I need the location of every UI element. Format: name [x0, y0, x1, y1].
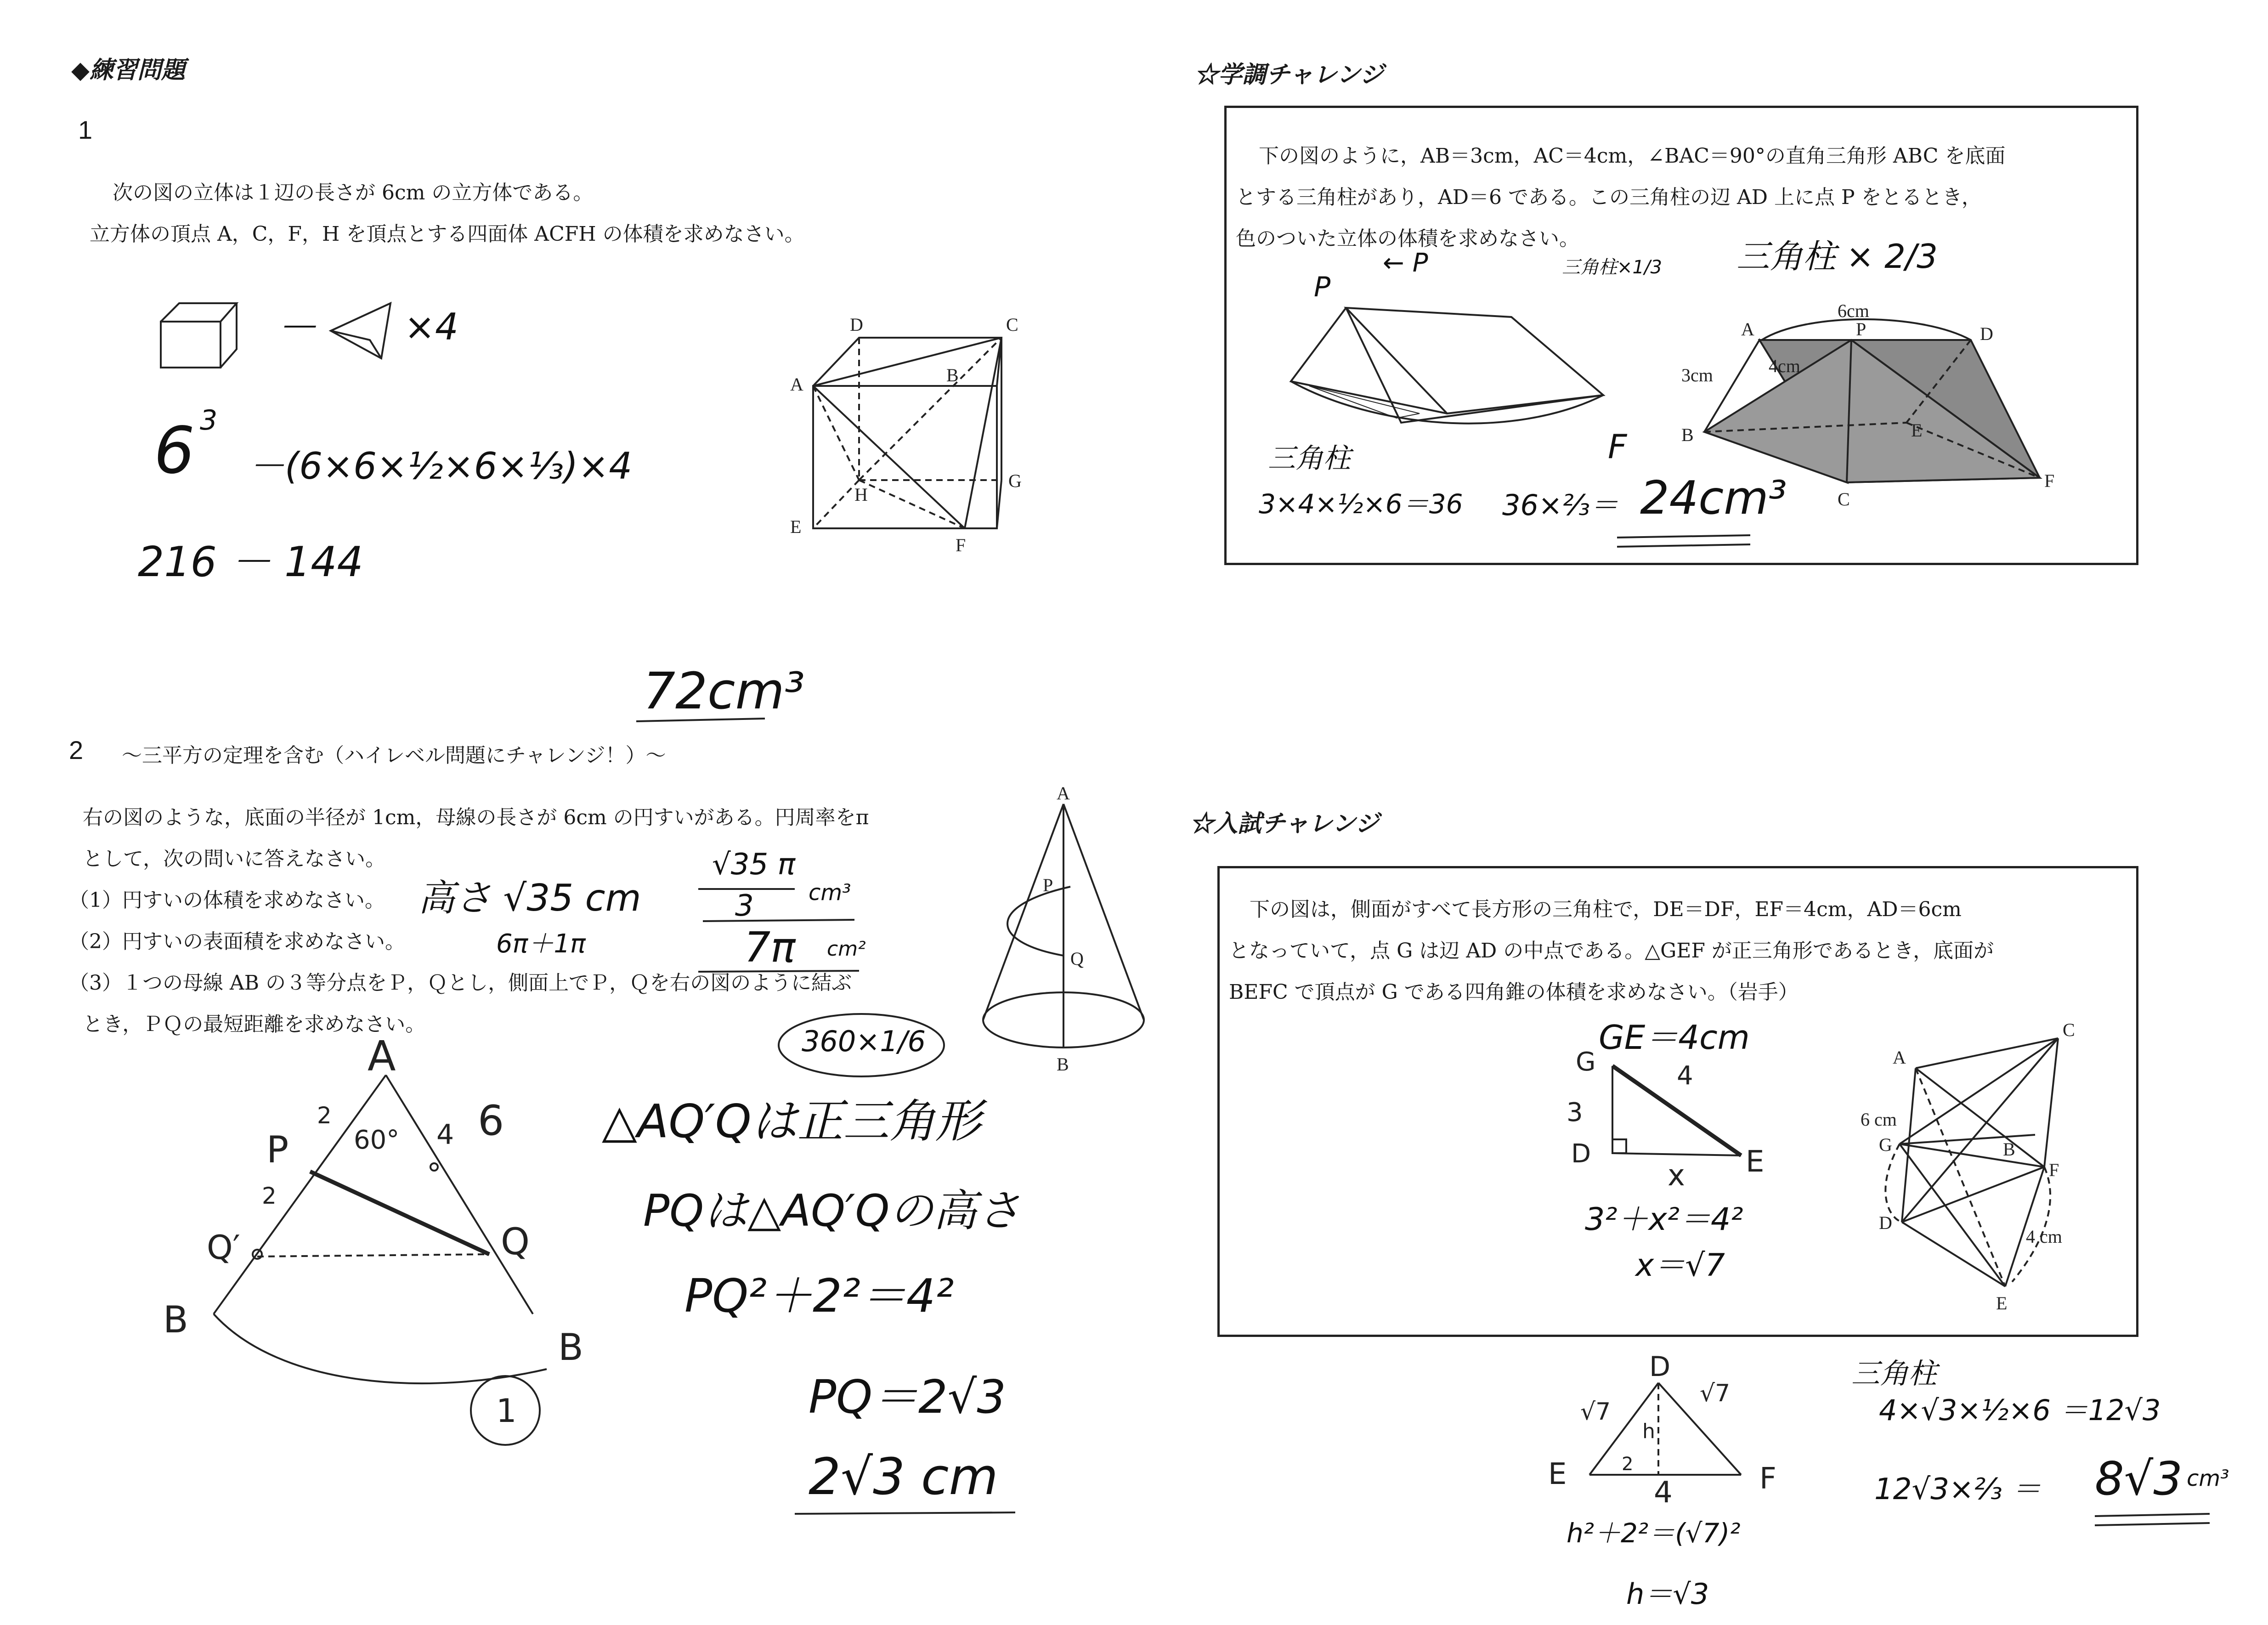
hw-six: 6	[154, 413, 195, 488]
challenge-1-answer-underline	[1617, 533, 1755, 551]
pyramid-label-6cm: 6 cm	[1861, 1109, 1897, 1130]
tetra-sketch	[326, 299, 400, 368]
challenge-1-line-1: 下の図のように，AB＝3cm，AC＝4cm，∠BAC＝90°の直角三角形 ABC を底面	[1259, 144, 2006, 168]
hw-tri-label-D: D	[1571, 1139, 1591, 1169]
hw-ge-length: GE＝4cm	[1599, 1018, 1750, 1057]
hw-tri-label-E: E	[1746, 1145, 1765, 1179]
challenge-1-answer: 24cm³	[1640, 471, 1787, 525]
hw-prism-calc: 4×√3×½×6 ＝12√3	[1879, 1393, 2161, 1427]
challenge-2-answer: 8√3	[2095, 1452, 2183, 1506]
challenge-1-line-2: とする三角柱があり，AD＝6 である。この三角柱の辺 AD 上に点 P をとるとき，	[1236, 186, 1982, 209]
prism-label-B: B	[1681, 425, 1694, 445]
hw-arrow-p: ← P	[1383, 248, 1428, 278]
problem-2-subtitle: ～三平方の定理を含む（ハイレベル問題にチャレンジ！）～	[122, 744, 666, 767]
sector-label-6: 6	[478, 1097, 504, 1145]
problem-1-line-2: 立方体の頂点 A，C，F，H を頂点とする四面体 ACFH の体積を求めなさい。	[90, 222, 805, 246]
cube-label-G: G	[1008, 470, 1022, 491]
problem-2-intro-1: 右の図のような，底面の半径が 1cm，母線の長さが 6cm の円すいがある。円周率をπ	[83, 806, 869, 829]
cube-label-C: C	[1006, 314, 1018, 335]
hw-tri-label-x: x	[1668, 1159, 1685, 1193]
cone-label-Q: Q	[1070, 948, 1084, 969]
sector-label-B-left: B	[163, 1298, 188, 1341]
hw-volume-numerator: √35 π	[712, 848, 796, 882]
challenge-2-line-2: となっていて，点 G は辺 AD の中点である。△GEF が正三角形であるとき，底面が	[1229, 939, 1994, 963]
cone-label-P: P	[1043, 875, 1053, 895]
prism-label-F: F	[2044, 470, 2055, 491]
hw-height-eq: h²＋2²＝(√7)²	[1567, 1517, 1741, 1549]
hw-pythagoras: 3²＋x²＝4²	[1585, 1201, 1743, 1238]
hw-area-underline	[698, 969, 864, 974]
sector-diagram	[152, 1032, 634, 1452]
prism-label-A: A	[1741, 319, 1754, 340]
prism-label-6cm: 6cm	[1838, 300, 1869, 321]
hw-cone-height: 高さ √35 cm	[418, 877, 641, 919]
hw-iso-label-h: h	[1642, 1420, 1655, 1443]
prism-label-P: P	[1856, 319, 1866, 340]
pyramid-label-A: A	[1893, 1047, 1906, 1068]
hw-prism-volume: 3×4×½×6＝36	[1259, 488, 1463, 520]
sector-label-60: 60°	[354, 1125, 400, 1155]
prism-label-4cm: 4cm	[1769, 356, 1800, 376]
cube-label-B: B	[946, 365, 959, 385]
pyramid-label-E: E	[1996, 1293, 2008, 1314]
hw-volume-denominator: 3	[735, 889, 754, 923]
challenge-2-answer-unit: cm³	[2187, 1466, 2229, 1491]
cone-label-A: A	[1057, 783, 1070, 804]
pyramid-label-4cm: 4 cm	[2026, 1226, 2062, 1247]
cone-label-B: B	[1057, 1054, 1069, 1075]
problem-1-number: 1	[78, 115, 93, 144]
prism-label-3cm: 3cm	[1681, 365, 1713, 385]
hw-tri-label-G: G	[1576, 1047, 1596, 1077]
hw-height-value: h＝√3	[1626, 1577, 1709, 1611]
problem-2-q2: （2）円すいの表面積を求めなさい。	[69, 930, 405, 953]
pyramid-label-B: B	[2003, 1139, 2015, 1160]
problem-2-q1: （1）円すいの体積を求めなさい。	[69, 889, 385, 912]
cube-diagram	[781, 312, 1038, 570]
challenge-2-line-1: 下の図は，側面がすべて長方形の三角柱で，DE＝DF，EF＝4cm，AD＝6cm	[1250, 898, 1962, 921]
hw-x-value: x＝√7	[1635, 1247, 1725, 1284]
p1-answer: 72cm³	[643, 662, 805, 720]
hw-colored-volume: 36×⅔＝	[1502, 488, 1618, 522]
pyramid-label-G: G	[1879, 1134, 1892, 1155]
sector-label-P: P	[266, 1128, 289, 1171]
hw-step-4: PQ＝2√3	[809, 1370, 1006, 1424]
hw-pyramid-calc: 12√3×⅔ ＝	[1874, 1472, 2041, 1506]
challenge-2-title: ☆入試チャレンジ	[1190, 810, 1379, 838]
hw-minus-1: －	[276, 304, 317, 352]
pyramid-label-C: C	[2063, 1019, 2075, 1040]
hw-cube-exp: 3	[200, 404, 218, 436]
hw-216-144: 216 － 144	[138, 538, 363, 586]
hw-step-2: PQは△AQ′Qの高さ	[643, 1186, 1021, 1236]
hw-iso-label-F: F	[1759, 1462, 1776, 1496]
hw-step-5: 2√3 cm	[809, 1447, 998, 1506]
challenge-1-line-3: 色のついた立体の体積を求めなさい。	[1236, 227, 1579, 250]
hw-iso-label-sqrt7-right: √7	[1700, 1380, 1731, 1407]
cube-label-E: E	[790, 516, 802, 537]
hw-iso-label-2: 2	[1622, 1454, 1634, 1475]
sector-label-1: 1	[496, 1392, 517, 1430]
sector-label-2a: 2	[317, 1102, 332, 1129]
hw-right-triangle	[1562, 1047, 1782, 1193]
problem-2-number: 2	[69, 736, 84, 764]
challenge-2-line-3: BEFC で頂点が G である四角錐の体積を求めなさい。（岩手）	[1229, 980, 1799, 1004]
sector-label-4: 4	[436, 1119, 454, 1151]
hw-step-3: PQ²＋2²＝4²	[684, 1269, 954, 1323]
prism-label-D: D	[1980, 323, 1993, 344]
p1-answer-underline	[636, 717, 774, 726]
hw-expression: －(6×6×½×6×⅓)×4	[248, 445, 633, 487]
cube-label-A: A	[790, 374, 803, 395]
edge-AF	[813, 386, 965, 528]
hw-isosceles-triangle	[1534, 1351, 1792, 1516]
hw-sector-angle: 360×1/6	[802, 1025, 926, 1058]
sector-label-A: A	[368, 1032, 396, 1081]
hw-iso-label-sqrt7-left: √7	[1580, 1398, 1611, 1426]
hw-prism-label: 三角柱	[1851, 1357, 1937, 1390]
pyramid-label-F: F	[2049, 1160, 2059, 1180]
sector-label-Q: Q	[501, 1220, 530, 1263]
hw-volume-unit: cm³	[809, 880, 851, 906]
cube-label-H: H	[854, 484, 868, 505]
pyramid-diagram	[1861, 1019, 2118, 1314]
cube-label-F: F	[956, 535, 966, 555]
prism-label-E: E	[1911, 420, 1923, 441]
hw-iso-label-E: E	[1548, 1457, 1567, 1491]
hw-point-p: P	[1314, 271, 1331, 303]
hw-step-1: △AQ′Qは正三角形	[602, 1094, 981, 1148]
hw-volume-underline	[703, 919, 859, 923]
sector-label-2b: 2	[262, 1183, 277, 1209]
hw-prism-word: 三角柱	[1268, 442, 1351, 475]
cone-diagram	[978, 781, 1153, 1080]
pyramid-label-D: D	[1879, 1212, 1892, 1233]
problem-2-intro-2: として，次の問いに答えなさい。	[83, 847, 386, 871]
hw-final-underline	[795, 1512, 1024, 1516]
hw-iso-label-4: 4	[1654, 1476, 1673, 1510]
sector-label-B-right: B	[558, 1326, 583, 1369]
hw-label-F: F	[1608, 427, 1627, 466]
problem-1-line-1: 次の図の立体は１辺の長さが 6cm の立方体である。	[113, 181, 594, 204]
edge-AC	[813, 338, 1001, 386]
hw-area-unit: cm²	[827, 937, 866, 961]
cube-sketch	[152, 294, 253, 377]
practice-title: ◆練習問題	[71, 56, 185, 84]
problem-2-q3-line-1: （3）１つの母線 AB の３等分点をＰ，Ｑとし，側面上でＰ，Ｑを右の図のように結ぶ	[69, 971, 852, 995]
prism-label-C: C	[1838, 489, 1850, 510]
challenge-1-title: ☆学調チャレンジ	[1194, 61, 1384, 89]
hw-times-4: ×4	[404, 306, 458, 348]
hw-tri-label-3: 3	[1567, 1098, 1583, 1127]
sector-label-Q-prime: Q′	[207, 1228, 241, 1267]
hw-tri-label-4: 4	[1677, 1061, 1693, 1091]
hw-prism-ratio: 三角柱 × 2/3	[1736, 237, 1938, 276]
hw-area-work: 6π＋1π	[496, 929, 586, 959]
hw-prism-third: 三角柱×1/3	[1562, 257, 1662, 278]
challenge-2-answer-underline	[2095, 1512, 2223, 1530]
hw-area-answer: 7π	[744, 923, 796, 972]
hw-iso-label-D: D	[1649, 1351, 1671, 1383]
cube-label-D: D	[850, 314, 863, 335]
problem-2-q3-line-2: とき，ＰＱの最短距離を求めなさい。	[83, 1013, 426, 1036]
